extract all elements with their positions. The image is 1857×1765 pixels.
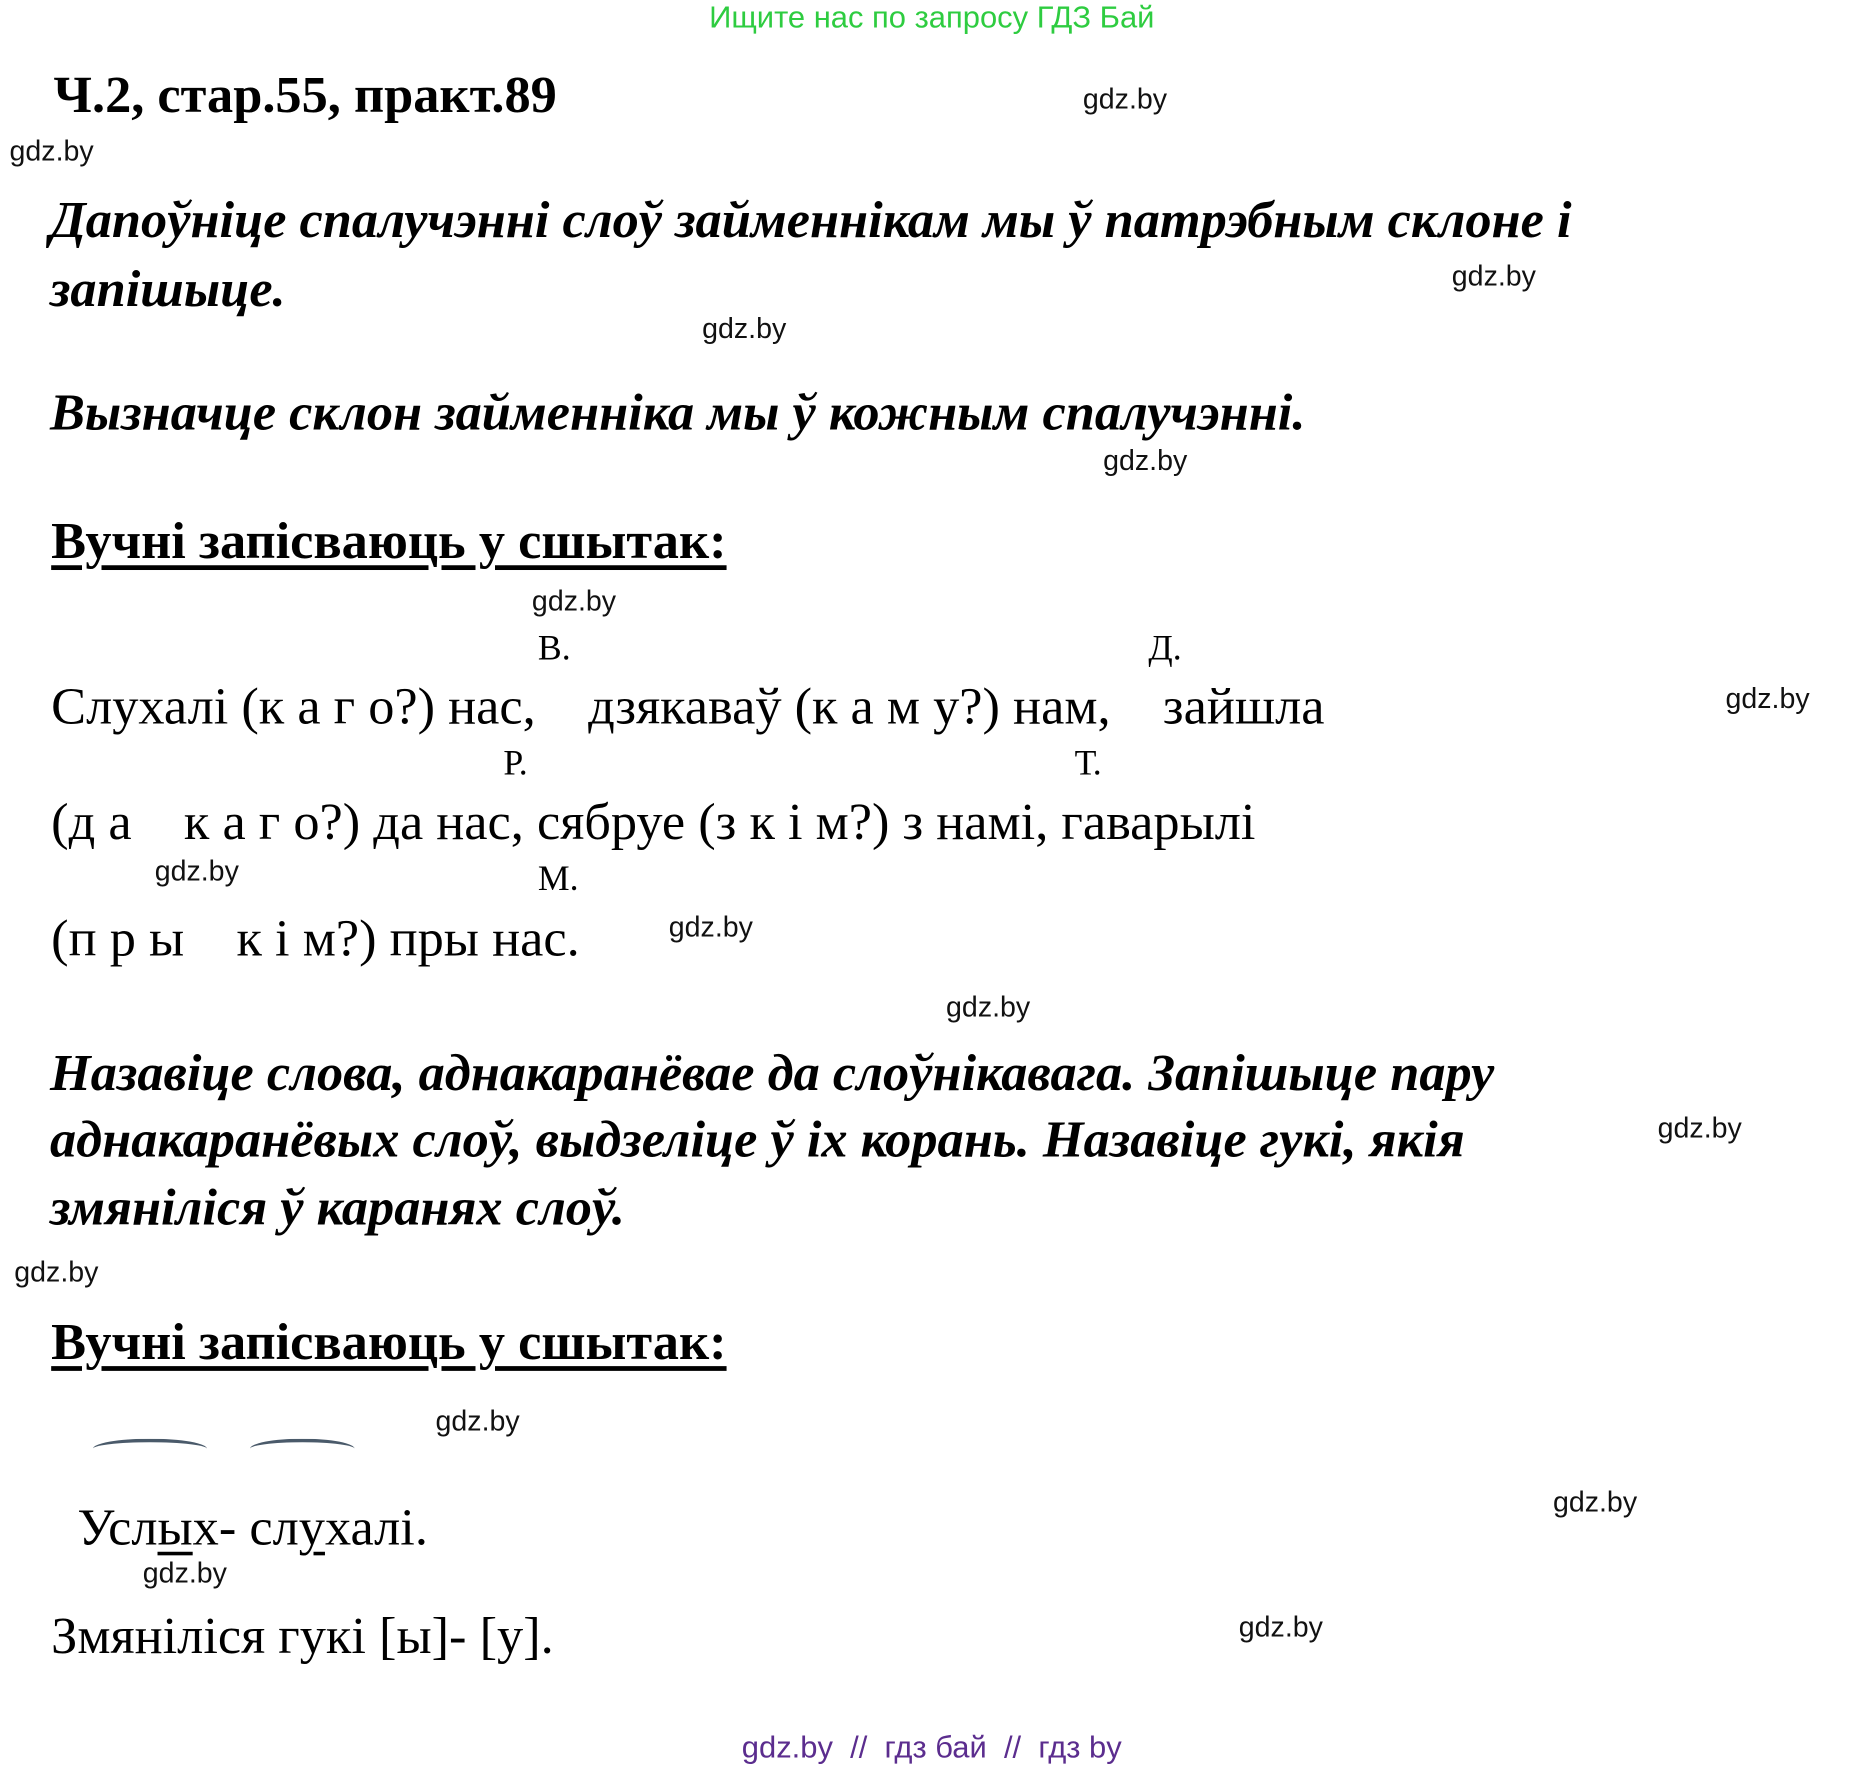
page-title: Ч.2, стар.55, практ.89	[53, 65, 557, 124]
watermark: gdz.by	[1657, 1112, 1742, 1145]
case-label: В.	[537, 628, 571, 668]
word-part: халі.	[324, 1498, 428, 1557]
separator: -	[218, 1498, 250, 1557]
case-label: Д.	[1148, 628, 1182, 668]
watermark: gdz.by	[9, 135, 94, 168]
word-part: сл	[249, 1498, 299, 1557]
footer-links[interactable]: gdz.by // гдз бай // гдз by	[741, 1729, 1122, 1765]
watermark: gdz.by	[1451, 260, 1536, 293]
watermark: gdz.by	[1238, 1611, 1323, 1644]
case-label: Р.	[503, 743, 528, 784]
task1-line: Дапоўніце спалучэнні слоў займеннікам мы ў патрэбным склоне і	[49, 190, 1572, 249]
section-heading-2: Вучні запісваюць у сшытак:	[51, 1312, 727, 1371]
watermark: gdz.by	[154, 855, 239, 888]
changed-sound: ы	[157, 1498, 193, 1557]
watermark: gdz.by	[1103, 445, 1188, 478]
watermark: gdz.by	[142, 1557, 227, 1590]
task1-line: запішыце.	[49, 259, 286, 318]
task2-text: Вызначце склон займенніка мы ў кожным спалучэнні.	[49, 383, 1306, 442]
task3-line: змяніліся ў каранях слоў.	[49, 1178, 626, 1237]
section-heading: Вучні запісваюць у сшытак:	[51, 511, 727, 571]
watermark: gdz.by	[435, 1405, 520, 1438]
watermark: gdz.by	[946, 991, 1031, 1024]
watermark: gdz.by	[531, 585, 617, 618]
watermark: gdz.by	[1082, 83, 1168, 116]
task3-line: аднакаранёвых слоў, выдзеліце ў іх корань. Назавіце гукі, якія	[49, 1110, 1465, 1169]
watermark: gdz.by	[14, 1256, 99, 1289]
answer-line: (п р ы к і м?) пры нас.	[51, 909, 580, 968]
case-label: Т.	[1074, 743, 1102, 784]
word-part: Усл	[77, 1498, 158, 1557]
changed-sound: у	[298, 1498, 325, 1557]
watermark: gdz.by	[668, 911, 753, 944]
answer-line: (д а к а г о?) да нас, сябруе (з к і м?) з намі, гаварылі	[51, 792, 1256, 851]
top-banner: Ищите нас по запросу ГДЗ Бай	[709, 0, 1155, 35]
watermark: gdz.by	[1725, 683, 1810, 716]
task3-line: Назавіце слова, аднакаранёвае да слоўнікавага. Запішыце пару	[49, 1043, 1495, 1102]
answer-line: Слухалі (к а г о?) нас, дзякаваў (к а м у?) нам, зайшла	[51, 677, 1325, 736]
watermark: gdz.by	[1552, 1486, 1638, 1519]
conclusion: Змяніліся гукі [ы]- [у].	[51, 1606, 554, 1665]
word-part: х	[192, 1498, 219, 1557]
watermark: gdz.by	[702, 312, 787, 346]
case-label: М.	[537, 859, 579, 899]
word-pair	[51, 1449, 428, 1606]
